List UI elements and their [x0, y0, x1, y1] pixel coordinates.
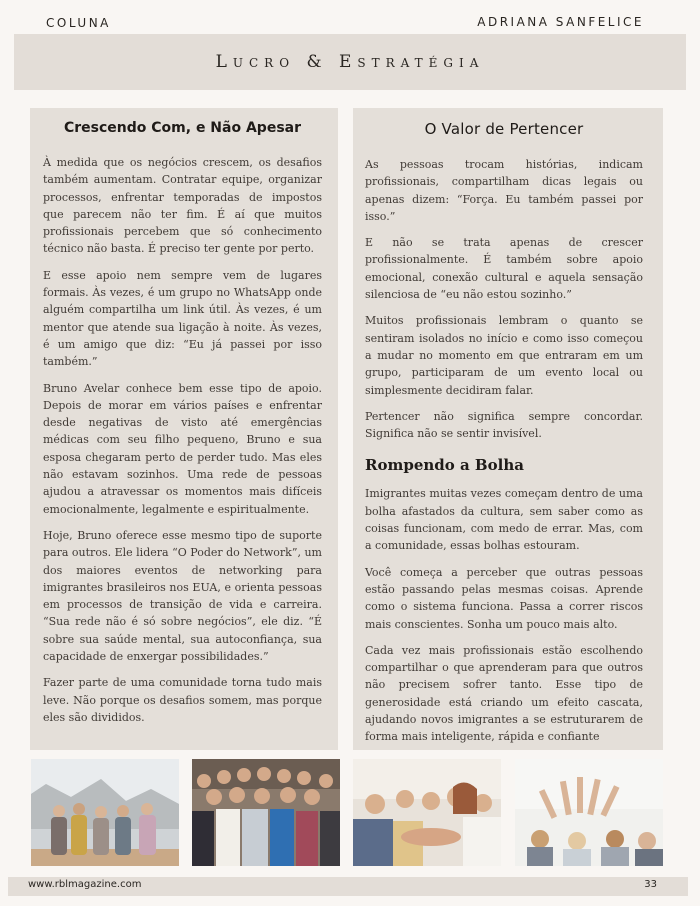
paragraph: E não se trata apenas de crescer profissionalmente. É também sobre apoio emocional, conexão cultural e aquela sensação silenciosa de “eu não estou sozinho.”	[365, 236, 643, 302]
paragraph: Imigrantes muitas vezes começam dentro de uma bolha afastados da cultura, sem saber como as coisas funcionam, com medo de errar. Mas, com a comunidade, essas bolhas estouram.	[365, 487, 643, 553]
paragraph: E esse apoio nem sempre vem de lugares formais. Às vezes, é um grupo no WhatsApp onde alguém compartilha um link útil. Às vezes, é um mentor que atende sua ligação à noite. Às vezes, é um amigo que diz: “Eu já passei por isso também.”	[43, 268, 322, 369]
photo-hands-raised	[515, 759, 663, 866]
left-column-heading: Crescendo Com, e Não Apesar	[63, 120, 301, 136]
paragraph: Você começa a perceber que outras pessoas estão passando pelas mesmas coisas. Aprende como o sistema funciona. Passa a correr riscos mais conscientes. Sonha um pouco mais alto.	[365, 565, 643, 631]
right-column	[353, 108, 663, 750]
paragraph: Hoje, Bruno oferece esse mesmo tipo de suporte para outros. Ele lidera “O Poder do Network”, um dos maiores eventos de networking para imigrantes brasileiros nos EUA, e orienta pessoas em processos de transição de vida e carreira. “Sua rede não é só sobre negócios”, ele diz. “É sobre sua saúde mental, sua autoconfiança, sua capacidade de enxergar possibilidades.”	[43, 528, 322, 664]
paragraph: À medida que os negócios crescem, os desafios também aumentam. Contratar equipe, organizar processos, enfrentar temporadas de impostos que parecem não ter fim. É aí que muitos profissionais percebem que só conhecimento técnico não basta. É preciso ter gente por perto.	[43, 156, 322, 256]
footer-bar	[8, 877, 688, 896]
right-column-heading: O Valor de Pertencer	[424, 120, 584, 138]
paragraph: Bruno Avelar conhece bem esse tipo de apoio. Depois de morar em vários países e enfrentar desde negativas de visto até emergências médicas com seu filho pequeno, Bruno e sua esposa chegaram perto de perder tudo. Mas eles não estavam sozinhos. Uma rede de pessoas ajudou a atravessar os momentos mais difíceis emocionalmente, legalmente e espiritualmente.	[43, 381, 322, 516]
paragraph: Pertencer não significa sempre concordar. Significa não se sentir invisível.	[365, 409, 643, 441]
title-banner	[14, 34, 686, 90]
page-number: 33	[644, 879, 657, 890]
author-name: ADRIANA SANFELICE	[477, 15, 644, 29]
website-url: www.rblmagazine.com	[28, 879, 142, 890]
page-title: Lucro & Estratégia	[215, 52, 485, 72]
photo-elderly-women-group	[31, 759, 179, 866]
photo-hands-together	[353, 759, 501, 866]
paragraph: As pessoas trocam histórias, indicam profissionais, compartilham dicas legais ou apenas dizem: “Força. Eu também passei por isso.”	[365, 158, 643, 223]
left-column	[30, 108, 338, 750]
paragraph: Fazer parte de uma comunidade torna tudo mais leve. Não porque os desafios somem, mas porque eles são divididos.	[43, 676, 322, 724]
subheading: Rompendo a Bolha	[365, 456, 524, 475]
paragraph: Muitos profissionais lembram o quanto se sentiram isolados no início e como isso começou a mudar no momento em que entraram em um grupo, participaram de um evento local ou simplesmente decidiram falar.	[365, 314, 643, 397]
paragraph: Cada vez mais profissionais estão escolhendo compartilhar o que aprenderam para que outros não precisem sofrer tanto. Esse tipo de generosidade está criando um efeito cascata, ajudando novos imigrantes a se estruturarem de forma mais inteligente, rápida e confiante	[365, 643, 643, 744]
photo-large-group	[192, 759, 340, 866]
column-label: COLUNA	[46, 16, 111, 30]
